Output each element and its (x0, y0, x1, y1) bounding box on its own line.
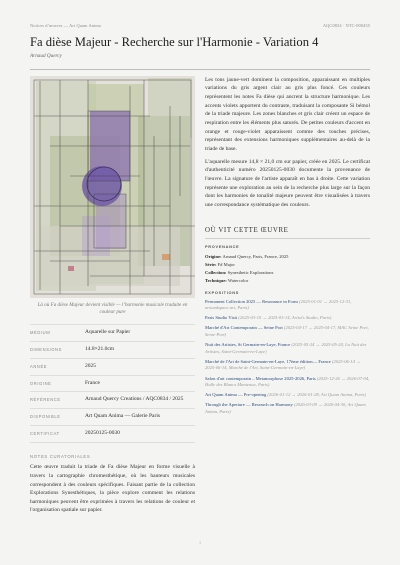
curatorial-notes (30, 454, 195, 515)
exhibition-item: Through the Aperture — Research on Harmony (2026-03-09 → 2026-04-30, Art Quam Anima, Paris) (205, 402, 366, 414)
image-caption: Là où Fa dièse Majeur devient visible — l’harmonie musicale traduite en couleur pure (37, 301, 188, 316)
metadata-row-certificate: CERTIFICAT 20250125-0030 (30, 425, 195, 443)
where-section (205, 227, 370, 415)
exhibition-item: Marché de l'Art de Saint-Germain-en-Laye, 17ème édition— France (2025-06-14 → 2025-06-14, Marché de l'Art, Saint-Germain-en-Laye) (205, 358, 361, 371)
exhibition-link[interactable]: Art Quam Anima — Pre-opening (205, 392, 267, 398)
exhibitions-list (205, 299, 370, 416)
artwork-image (30, 76, 195, 298)
reference-code: AQC0834 · NTC-000435 (322, 23, 370, 28)
exhibition-item: Paris Studio Visit (2025-03-10 → 2025-03-14, Artist's Studio, Paris) (205, 315, 332, 321)
exhibition-link[interactable]: Salon d'art contemporain – Metamorphose 2025-2026, Paris (205, 375, 316, 381)
description-paragraph: L'aquarelle mesure 14,8 × 21,0 cm sur papier, créée en 2025. Le certificat d'authenticité numéro 20250125-0030 documente la provenance de l'œuvre. La signature de l'artiste apparaît en bas à droite. Cette variation représente une exploration au sein de la recherche plus large sur la façon dont les harmonies de tonalité majeure peuvent être visualisées à travers une correspondance systématique des couleurs. (205, 158, 370, 208)
metadata-row-reference: RÉFÉRENCE Arnaud Quercy Creations / AQC0834 / 2025 (30, 391, 195, 408)
exhibition-link[interactable]: Through the Aperture — Research on Harmony (205, 402, 293, 408)
left-column (30, 76, 195, 515)
exhibition-item: Permanent Collection 2025 — Resonance in Form (2025-01-01 → 2025-12-31, aroundspace.art, Paris) (205, 298, 352, 311)
where-heading: OÙ VIT CETTE ŒUVRE (205, 227, 289, 235)
header-bar (30, 23, 370, 28)
breadcrumb[interactable]: Notices d’œuvres — Art Quam Anima (30, 23, 101, 28)
page-title: Fa dièse Majeur - Recherche sur l'Harmonie - Variation 4 (30, 35, 319, 49)
page-number: 1 (198, 540, 202, 545)
exhibitions-heading: EXPOSITIONS (205, 289, 240, 295)
notes-heading: NOTES CURATORIALES (30, 454, 91, 460)
exhibition-link[interactable]: Permanent Collection 2025 — Resonance in Form (205, 298, 298, 304)
exhibition-link[interactable]: Paris Studio Visit (205, 315, 238, 321)
metadata-row-origin: ORIGINE France (30, 375, 195, 392)
right-column (205, 76, 370, 515)
notes-text: Cette œuvre traduit la triade de Fa dièse Majeur en forme visuelle à travers la cartographie chromesthétique, où les hauteurs musicales correspondent à des couleurs spécifiques. Faisant partie de la collection Explorations Synesthétiques, la pièce explore comment les relations harmoniques peuvent être exprimées à travers les relations de couleur et l'organisation spatiale sur papier. (30, 464, 195, 514)
watercolor-painting (30, 76, 195, 298)
provenance-item: Collection: Synesthetic Explorations (205, 270, 274, 276)
provenance-list (205, 253, 370, 284)
provenance-item: Origine: Arnaud Quercy, Paris, France, 2025 (205, 254, 289, 260)
metadata-table (30, 324, 195, 444)
provenance-item: Série: F# Major (205, 262, 235, 268)
where-divider (205, 238, 370, 239)
artist-name: Arnaud Quercy (30, 52, 62, 59)
artwork-description (205, 76, 370, 210)
metadata-row-year: ANNÉE 2025 (30, 358, 195, 375)
provenance-item: Technique: Watercolor (205, 277, 249, 283)
metadata-row-dimensions: DIMENSIONS 14.8×21.0cm (30, 341, 195, 358)
exhibition-link[interactable]: Marché de l'Art de Saint-Germain-en-Laye, 17ème édition— France (205, 358, 331, 364)
exhibition-link[interactable]: Marché d'Art Contemporain — Seine Port (205, 325, 283, 331)
exhibition-link[interactable]: Nuit des Artistes, St Germain-en-Laye, France (205, 342, 291, 348)
exhibition-item: Art Quam Anima — Pre-opening (2026-01-12 → 2026-01-28, Art Quam Anima, Paris) (205, 392, 366, 398)
exhibition-item: Marché d'Art Contemporain — Seine Port (2025-04-17 → 2025-04-17, MAC Seine Port, Seine-Port) (205, 325, 369, 338)
exhibition-item: Nuit des Artistes, St Germain-en-Laye, France (2025-05-24 → 2025-05-24, La Nuit des Artistes, Saint-Germain-en-Laye) (205, 342, 367, 354)
description-paragraph: Les tons jaune-vert dominent la composition, apparaissant en multiples variations du gris argent clair au gris plus foncé. Ces couleurs représentent les notes Fa dièse qui ancrent la structure harmonique. Les accents violets apportent du contraste, traduisant la composante Si bémol de la triade majeure. Les zones blanches et gris clair créent un espace de respiration entre les éléments plus saturés. De petites couleurs d'accent en orange et rouge-violet apparaissent comme des touches précises, représentant des extensions harmoniques supplémentaires au-delà de la triade de base. (205, 76, 370, 152)
header-divider (30, 69, 370, 70)
provenance-heading: PROVENANCE (205, 244, 240, 250)
metadata-row-medium: MÉDIUM Aquarelle sur Papier (30, 324, 195, 341)
metadata-row-available: DISPONIBLE Art Quam Anima — Galerie Paris (30, 408, 195, 425)
exhibition-item: Salon d'art contemporain – Metamorphose 2025-2026, Paris (2025-12-26 → 2026-07-04, Halle des Blancs Manteaux, Paris) (205, 375, 370, 388)
